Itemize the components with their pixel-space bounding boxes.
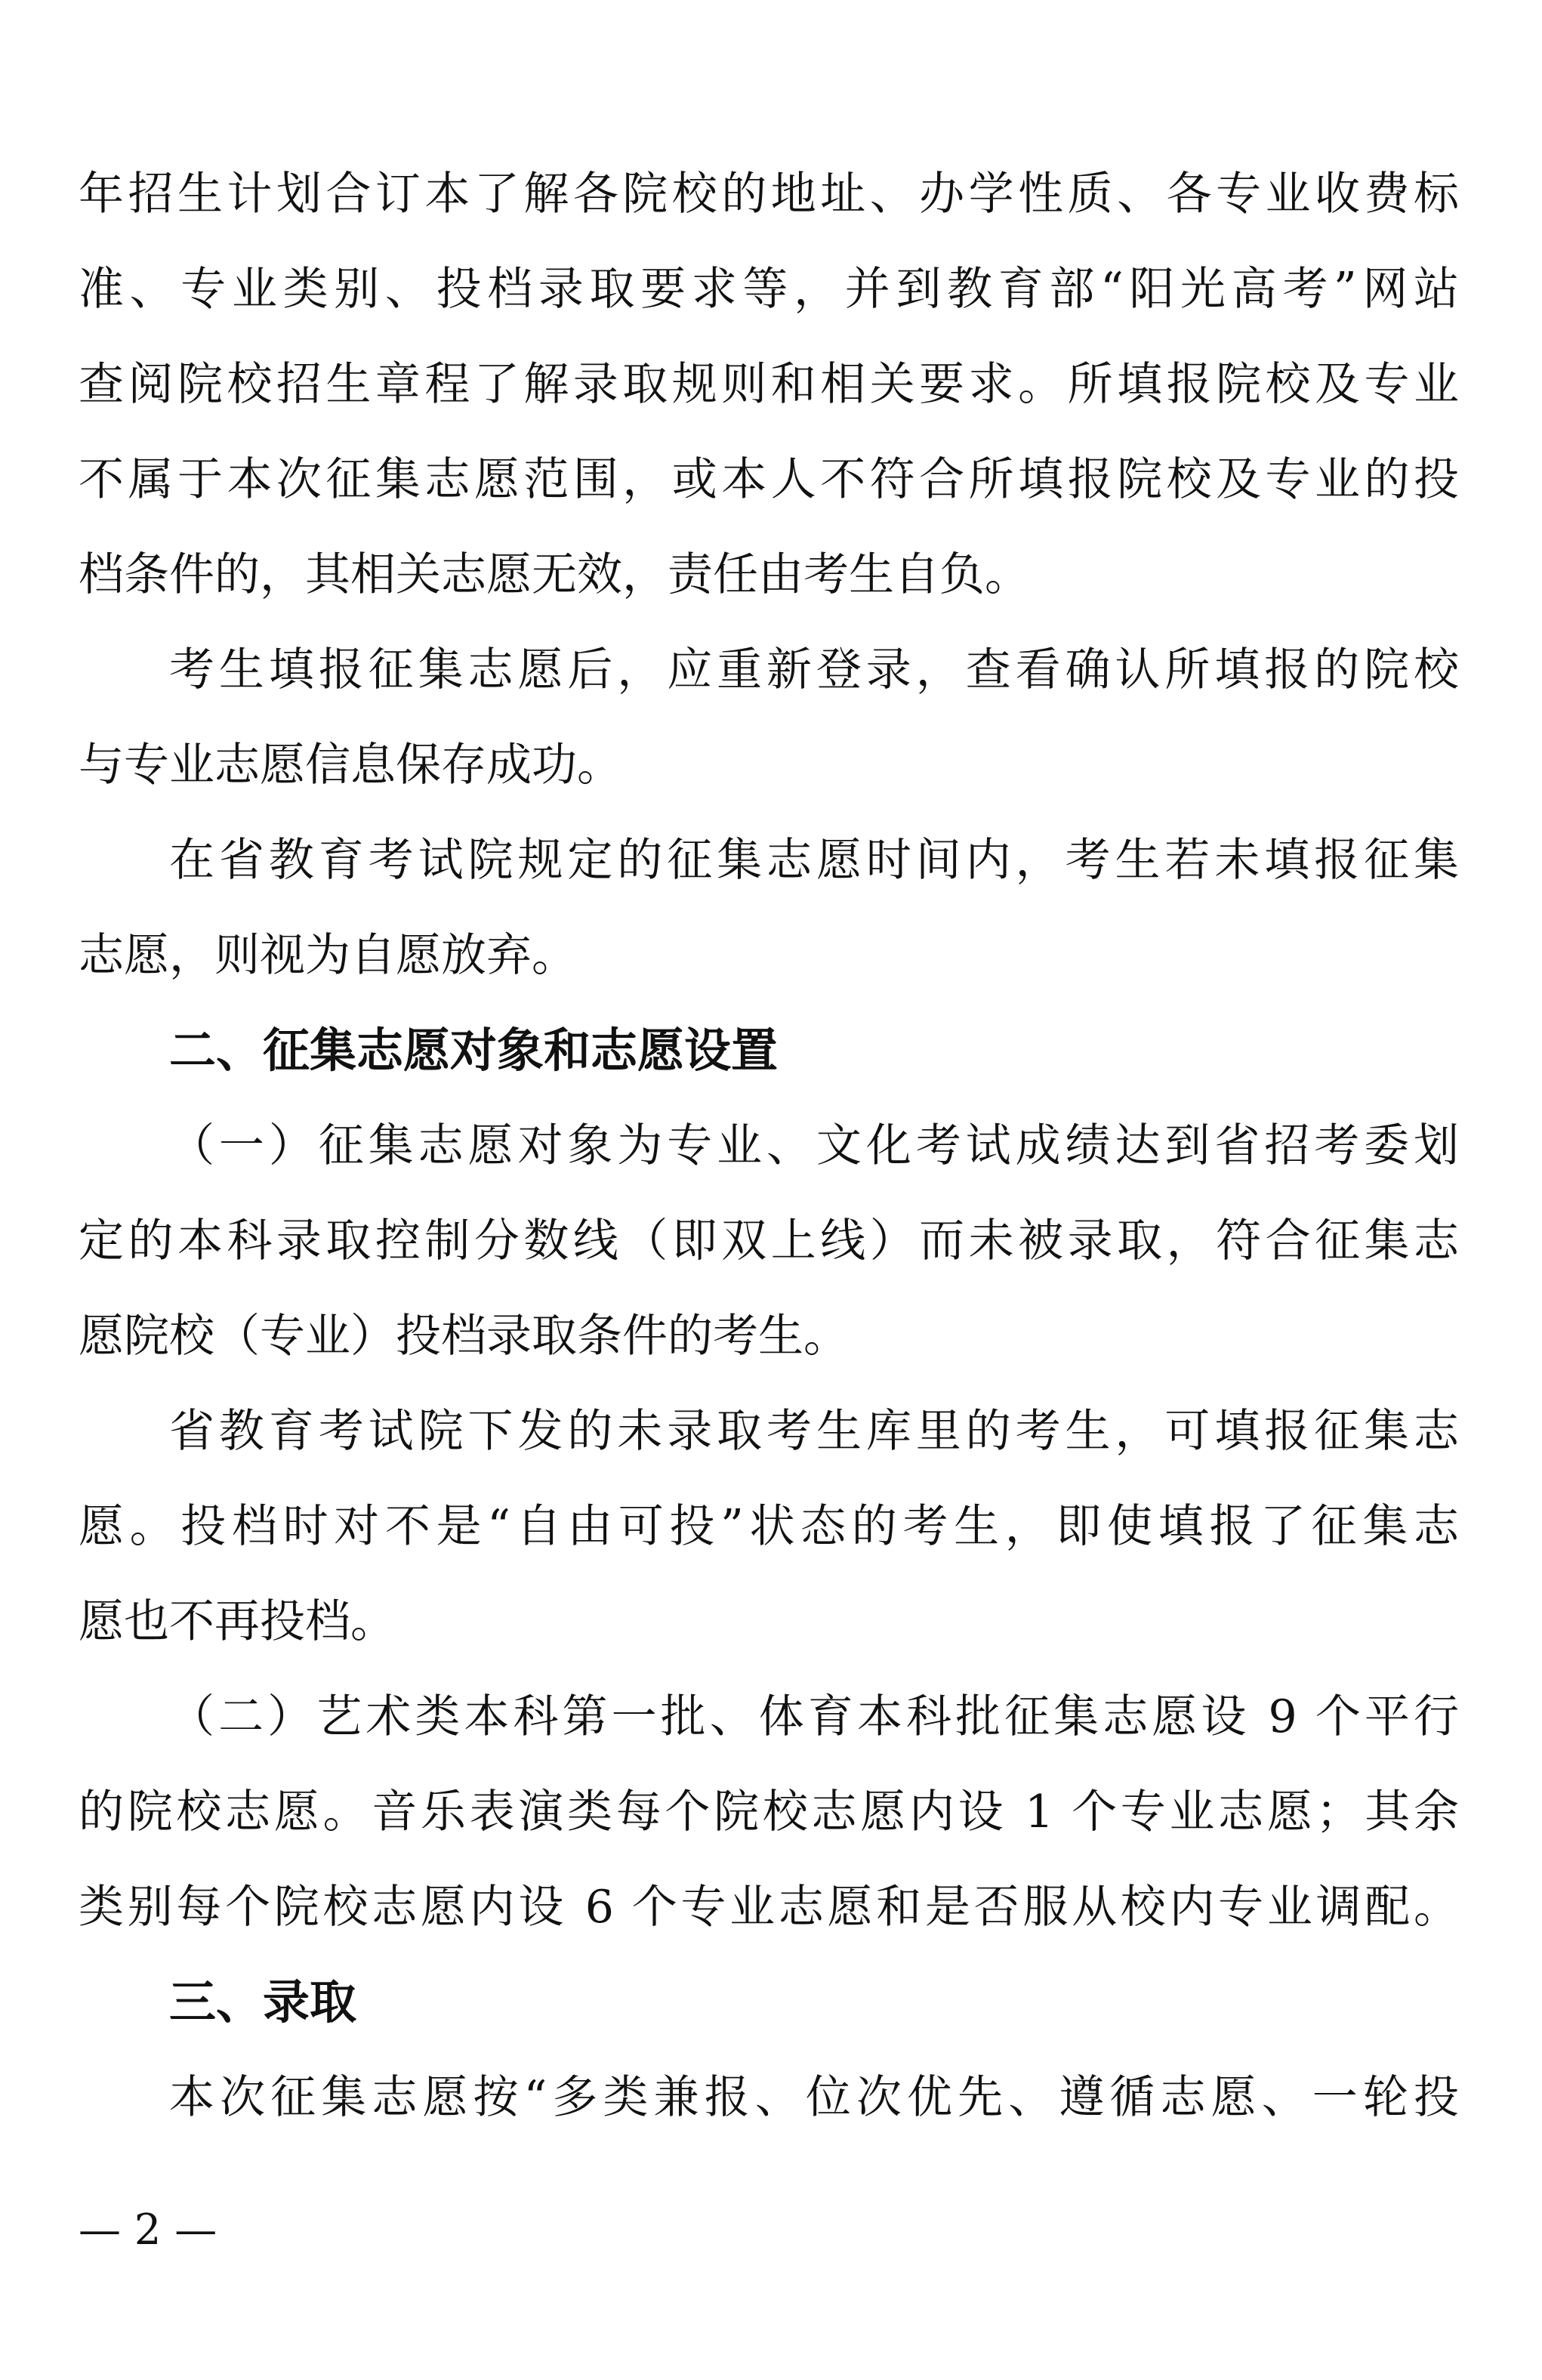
body-line: 志愿，则视为自愿放弃。 xyxy=(79,929,577,982)
body-line: 年招生计划合订本了解各院校的地址、办学性质、各专业收费标 xyxy=(79,168,1459,221)
body-line: 定的本科录取控制分数线（即双上线）而未被录取，符合征集志 xyxy=(79,1215,1459,1267)
body-line: 愿。投档时对不是“自由可投”状态的考生，即使填报了征集志 xyxy=(79,1500,1459,1553)
body-line: 不属于本次征集志愿范围，或本人不符合所填报院校及专业的投 xyxy=(79,453,1459,506)
body-line: 与专业志愿信息保存成功。 xyxy=(79,739,622,792)
body-line: 类别每个院校志愿内设 6 个专业志愿和是否服从校内专业调配。 xyxy=(79,1881,1459,1934)
page-number: — 2 — xyxy=(79,2206,217,2255)
section-heading: 二、征集志愿对象和志愿设置 xyxy=(169,1023,779,1078)
body-line: （二）艺术类本科第一批、体育本科批征集志愿设 9 个平行 xyxy=(169,1690,1459,1743)
body-line: （一）征集志愿对象为专业、文化考试成绩达到省招考委划 xyxy=(169,1119,1459,1172)
body-line: 的院校志愿。音乐表演类每个院校志愿内设 1 个专业志愿；其余 xyxy=(79,1786,1459,1838)
body-line: 查阅院校招生章程了解录取规则和相关要求。所填报院校及专业 xyxy=(79,358,1459,411)
body-line: 准、专业类别、投档录取要求等，并到教育部“阳光高考”网站 xyxy=(79,263,1459,316)
body-line: 愿院校（专业）投档录取条件的考生。 xyxy=(79,1310,849,1363)
body-line: 省教育考试院下发的未录取考生库里的考生，可填报征集志 xyxy=(169,1405,1459,1458)
section-heading: 三、录取 xyxy=(169,1974,357,2030)
body-line: 本次征集志愿按“多类兼报、位次优先、遵循志愿、一轮投 xyxy=(169,2071,1459,2124)
body-line: 愿也不再投档。 xyxy=(79,1595,396,1648)
body-line: 考生填报征集志愿后，应重新登录，查看确认所填报的院校 xyxy=(169,644,1459,696)
body-line: 档条件的，其相关志愿无效，责任由考生自负。 xyxy=(79,548,1030,601)
body-line: 在省教育考试院规定的征集志愿时间内，考生若未填报征集 xyxy=(169,834,1459,887)
